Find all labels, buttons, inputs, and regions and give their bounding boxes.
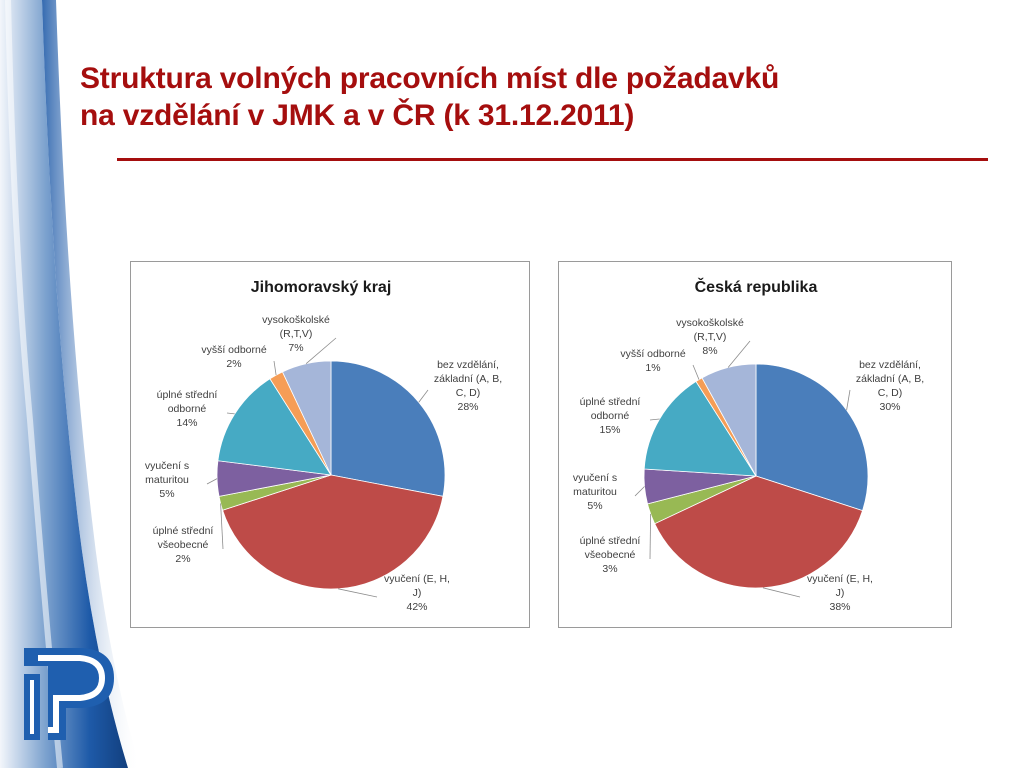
leader-line <box>650 514 651 559</box>
slice-value-label: 7% <box>288 342 304 354</box>
slice-value-label: 42% <box>406 601 428 613</box>
slice-value-label: 2% <box>226 358 242 370</box>
slide-title-line-2: na vzdělání v JMK a v ČR (k 31.12.2011) <box>80 99 635 132</box>
slice-value-label: 30% <box>879 401 901 413</box>
leader-line <box>728 341 750 368</box>
slice-label: úplné střední všeobecné 2% <box>152 525 214 565</box>
slice-value-label: 15% <box>599 424 621 436</box>
chart-title: Česká republika <box>694 279 818 296</box>
pie-slice <box>331 361 445 496</box>
slice-label: vyučení s maturitou 5% <box>144 460 190 500</box>
slice-label: úplné střední odborné 14% <box>156 389 218 429</box>
leader-line <box>763 588 800 597</box>
slice-label: vyšší odborné 1% <box>620 348 686 374</box>
slide-title <box>80 60 980 134</box>
slice-label: vyučení s maturitou 5% <box>572 472 618 512</box>
leader-line <box>693 365 699 380</box>
slice-label: úplné střední odborné 15% <box>579 396 641 436</box>
slice-label: vyučení (E, H, J) 42% <box>384 573 450 613</box>
slice-value-label: 38% <box>829 601 851 613</box>
slice-label: bez vzdělání, základní (A, B, C, D) 30% <box>855 359 925 413</box>
slice-label: vysokoškolské (R,T,V) 8% <box>676 317 744 357</box>
slice-value-label: 3% <box>602 563 618 575</box>
slice-label: vysokoškolské (R,T,V) 7% <box>262 314 330 354</box>
chart-ceska-republika <box>558 261 952 628</box>
slice-label: vyšší odborné 2% <box>201 344 267 370</box>
title-underline <box>117 158 988 161</box>
pie-chart-cr <box>559 262 951 627</box>
slice-label: vyučení (E, H, J) 38% <box>807 573 873 613</box>
slide-title-line-1: Struktura volných pracovních míst dle požadavků <box>80 62 780 95</box>
leader-line <box>419 390 428 402</box>
leader-line <box>635 487 645 497</box>
slice-label: bez vzdělání, základní (A, B, C, D) 28% <box>433 359 503 413</box>
slice-label: úplné střední všeobecné 3% <box>579 535 641 575</box>
leader-line <box>338 589 377 597</box>
slice-value-label: 8% <box>702 345 718 357</box>
slice-value-label: 5% <box>159 488 175 500</box>
logo-icon <box>20 644 118 746</box>
slice-value-label: 14% <box>176 417 198 429</box>
pie-chart-jmk <box>131 262 529 627</box>
slice-value-label: 5% <box>587 500 603 512</box>
leader-line <box>207 479 217 484</box>
leader-line <box>847 390 850 410</box>
slice-value-label: 28% <box>457 401 479 413</box>
slice-value-label: 2% <box>175 553 191 565</box>
leader-line <box>274 361 276 375</box>
chart-jihomoravsky-kraj <box>130 261 530 628</box>
chart-title: Jihomoravský kraj <box>250 279 392 296</box>
leader-line <box>227 413 235 414</box>
leader-line <box>650 419 660 420</box>
leader-line <box>306 338 336 364</box>
slice-value-label: 1% <box>645 362 661 374</box>
